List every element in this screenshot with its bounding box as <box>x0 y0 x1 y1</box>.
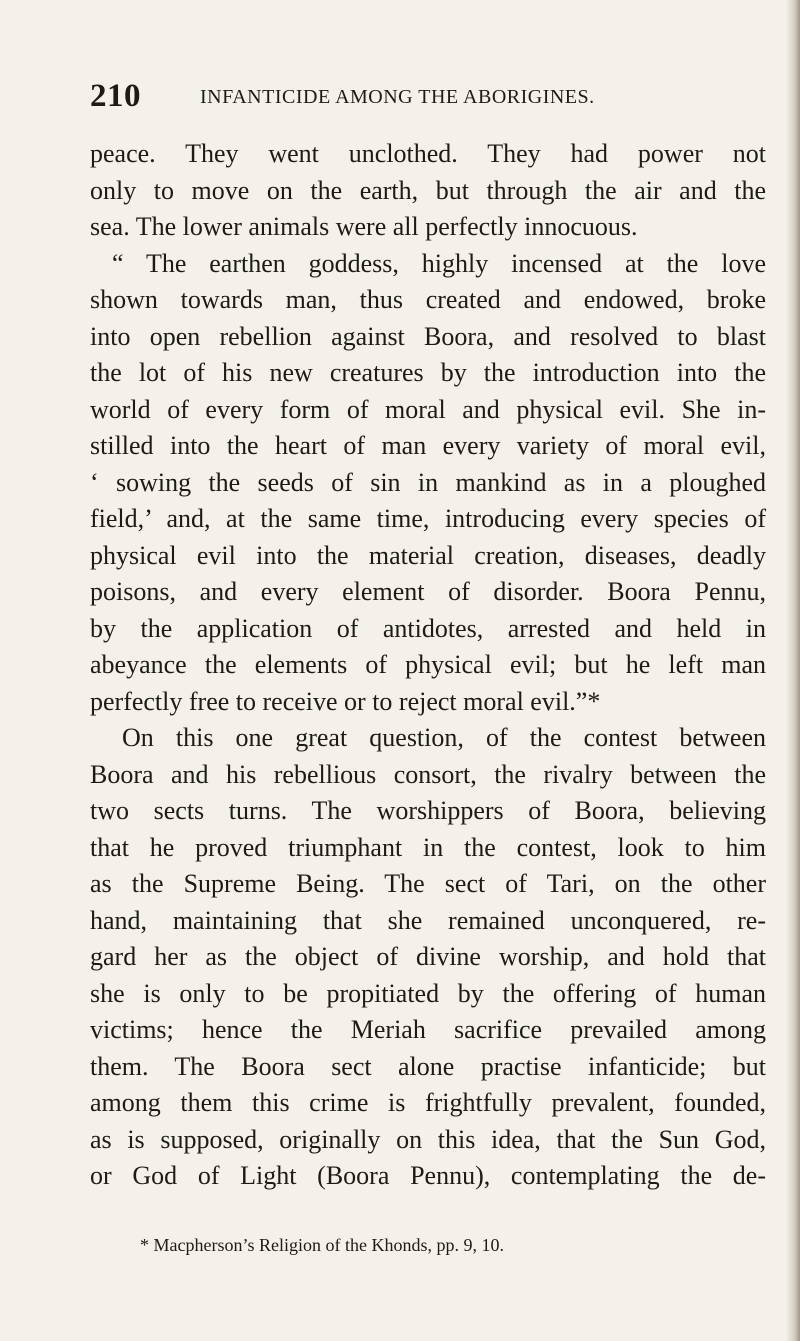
text-line: or God of Light (Boora Pennu), contemplating the de- <box>90 1161 766 1190</box>
page-number: 210 <box>90 78 141 114</box>
text-line: ‘ sowing the seeds of sin in mankind as in a ploughed <box>90 467 766 497</box>
text-line: Boora and his rebellious consort, the rivalry between the <box>90 759 766 789</box>
text-line: abeyance the elements of physical evil; but he left man <box>90 650 766 679</box>
running-title: INFANTICIDE AMONG THE ABORIGINES. <box>200 86 595 108</box>
text-line: shown towards man, thus created and endowed, broke <box>90 285 766 314</box>
text-line: only to move on the earth, but through the air and the <box>90 175 766 205</box>
text-line: victims; hence the Meriah sacrifice prevailed among <box>90 1015 766 1044</box>
text-line: physical evil into the material creation, diseases, deadly <box>90 540 766 570</box>
text-line: by the application of antidotes, arrested and held in <box>90 613 766 643</box>
text-line: sea. The lower animals were all perfectly innocuous. <box>90 212 638 241</box>
text-line: gard her as the object of divine worship, and hold that <box>90 942 766 971</box>
text-line: as the Supreme Being. The sect of Tari, on the other <box>90 869 766 898</box>
text-line: she is only to be propitiated by the offering of human <box>90 978 766 1008</box>
text-line: “ The earthen goddess, highly incensed at the love <box>112 248 766 278</box>
text-line: field,’ and, at the same time, introducing every species of <box>90 504 766 533</box>
text-line: among them this crime is frightfully prevalent, founded, <box>90 1088 766 1117</box>
page-edge-shadow <box>786 0 800 1341</box>
text-line: them. The Boora sect alone practise infanticide; but <box>90 1051 766 1081</box>
text-line: as is supposed, originally on this idea, that the Sun God, <box>90 1124 766 1154</box>
page-header <box>90 76 730 116</box>
text-line: peace. They went unclothed. They had power not <box>90 139 766 168</box>
text-line: perfectly free to receive or to reject moral evil.”* <box>90 686 601 716</box>
footnote: * Macpherson’s Religion of the Khonds, pp. 9, 10. <box>140 1235 504 1255</box>
text-line: two sects turns. The worshippers of Boora, believing <box>90 796 766 825</box>
text-line: hand, maintaining that she remained unconquered, re- <box>90 905 766 935</box>
body-text <box>90 136 766 1195</box>
text-line: poisons, and every element of disorder. Boora Pennu, <box>90 577 766 606</box>
text-line: the lot of his new creatures by the introduction into the <box>90 358 766 387</box>
text-line: stilled into the heart of man every variety of moral evil, <box>90 431 766 460</box>
text-line: world of every form of moral and physical evil. She in- <box>90 394 766 424</box>
text-line: that he proved triumphant in the contest, look to him <box>90 832 766 862</box>
text-line: On this one great question, of the contest between <box>122 723 766 752</box>
text-line: into open rebellion against Boora, and resolved to blast <box>90 321 766 351</box>
